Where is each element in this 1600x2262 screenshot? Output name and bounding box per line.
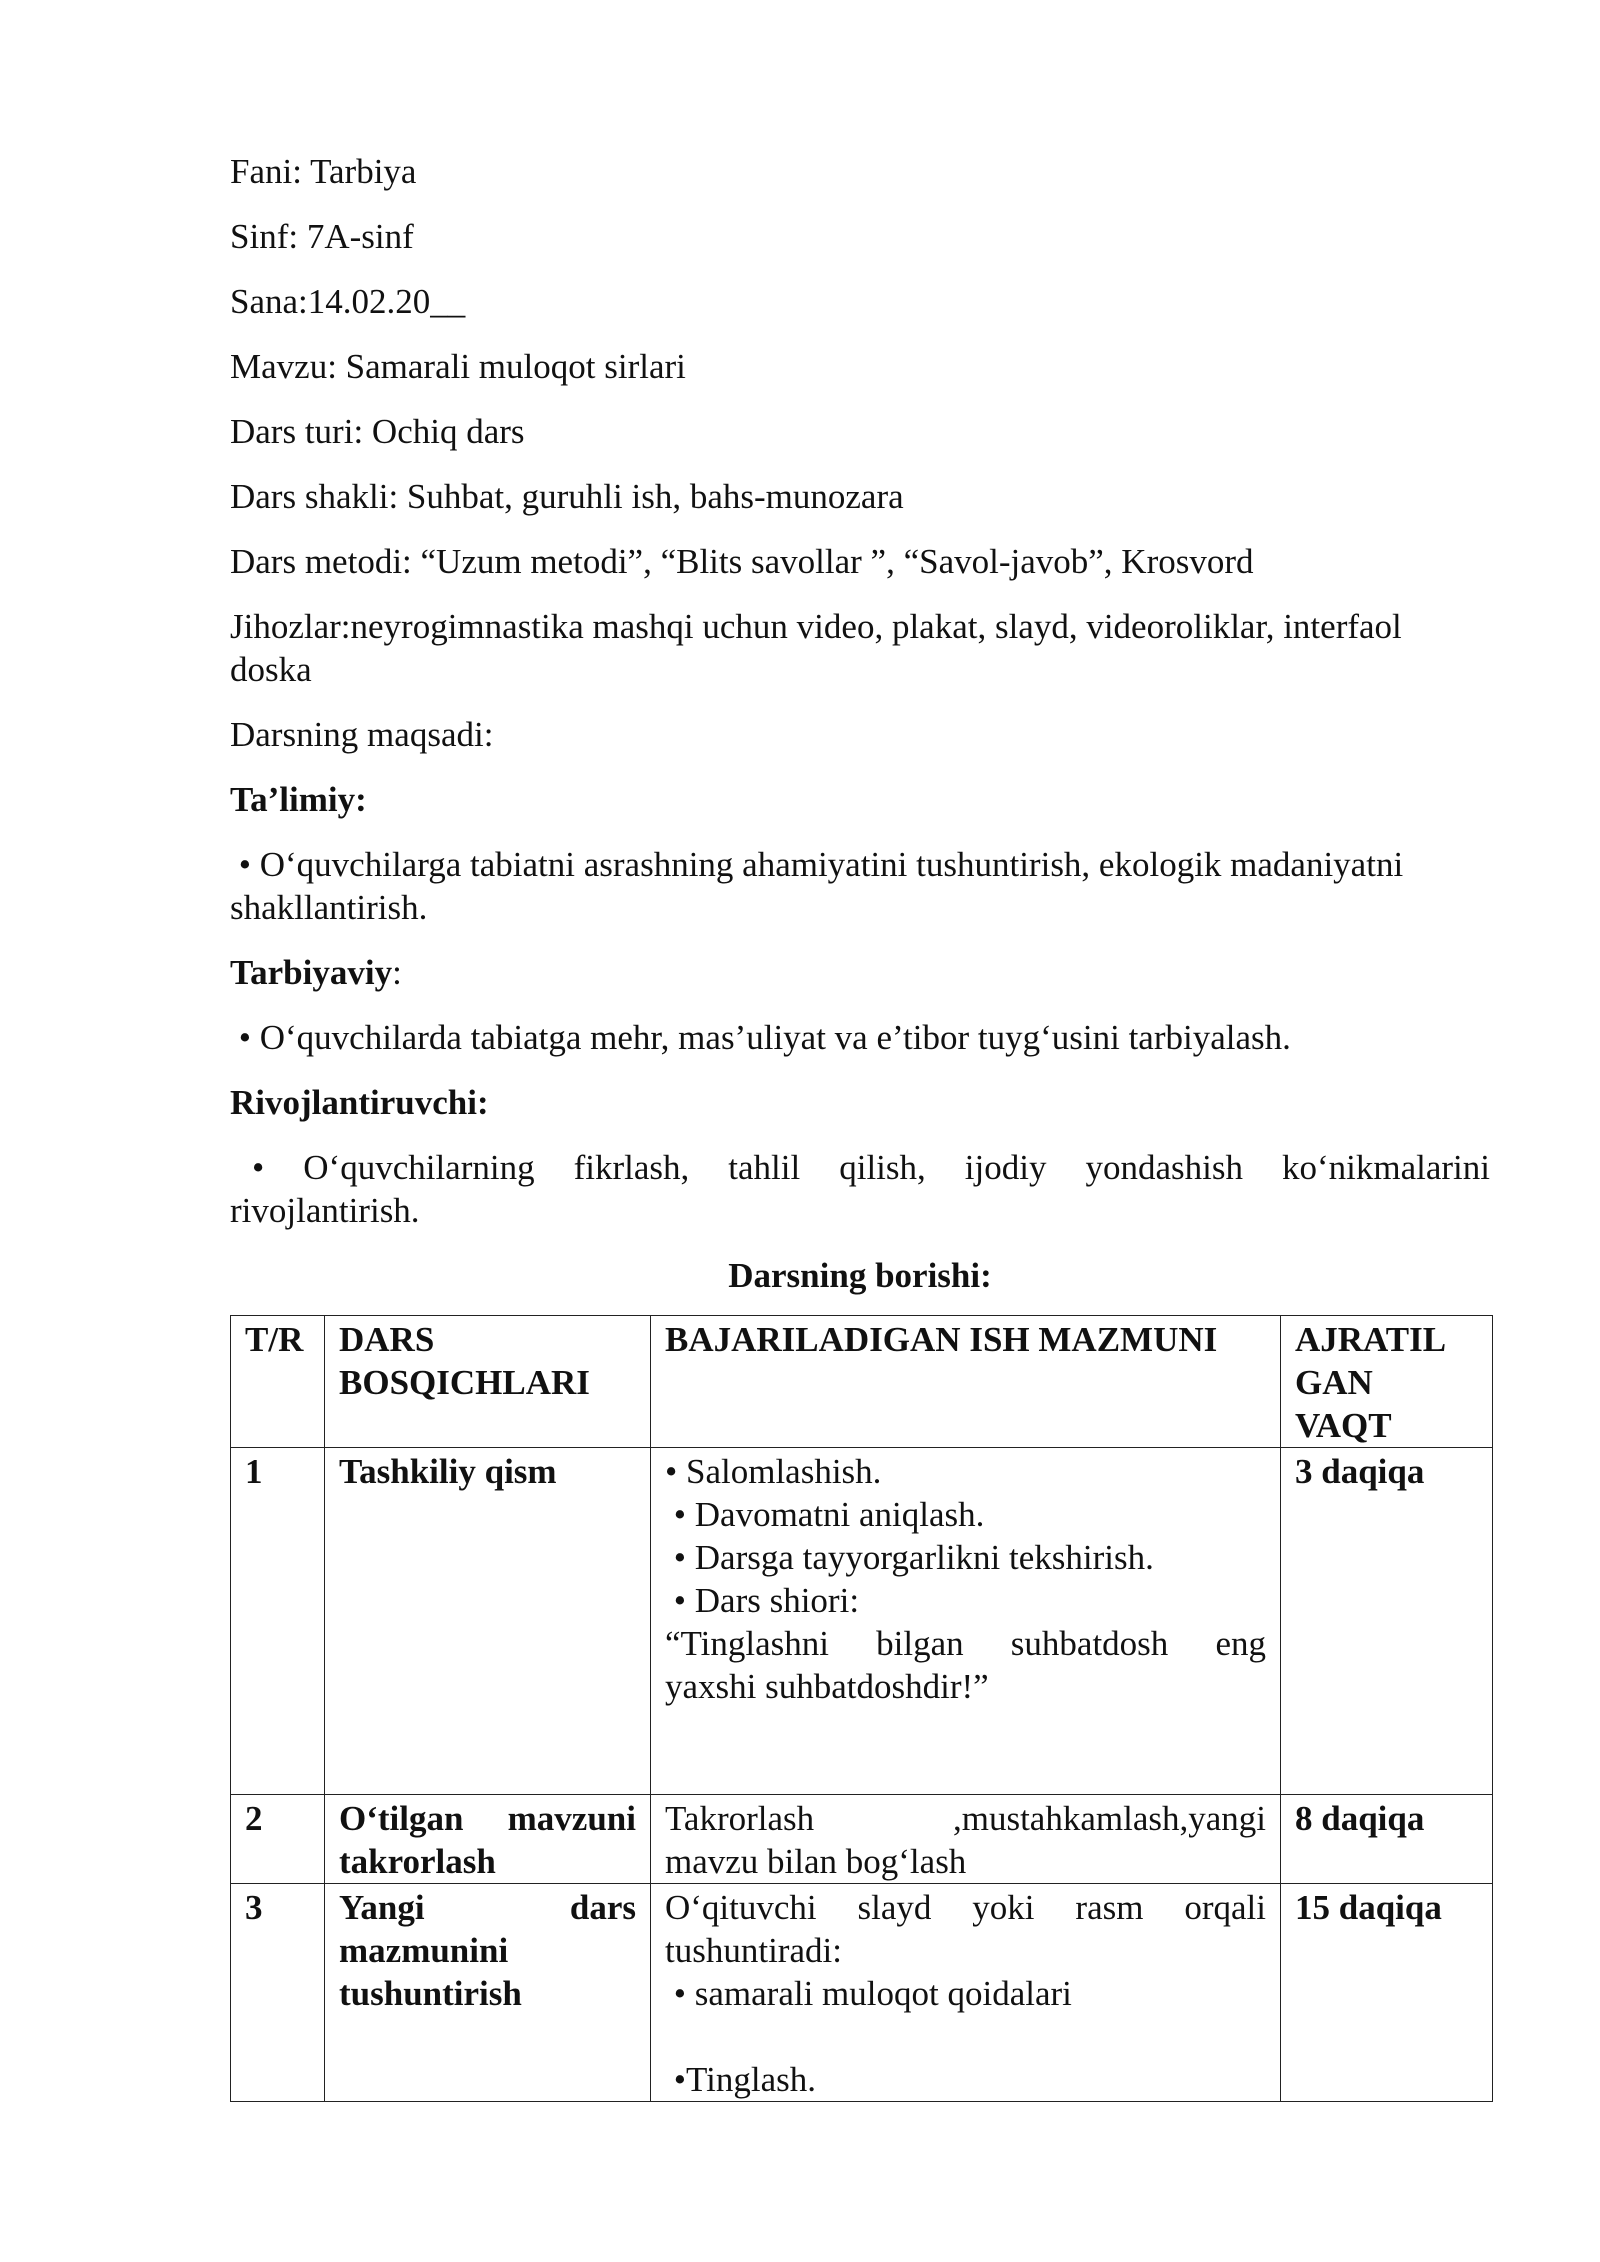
- row-3-stage-line-3: tushuntirish: [339, 1974, 522, 2013]
- row-1-content-line-3: • Darsga tayyorgarlikni tekshirish.: [665, 1538, 1154, 1577]
- document-page: [230, 150, 1490, 2102]
- table-row: [231, 1795, 1493, 1884]
- row-3-stage: [325, 1884, 651, 2102]
- developmental-goal-text: [230, 1146, 1490, 1232]
- row-2-stage: [325, 1795, 651, 1884]
- row-2-stage-line-1: O‘tilgan mavzuni: [339, 1799, 636, 1838]
- table-title: Darsning borishi:: [728, 1256, 992, 1295]
- row-3-stage-line-2: mazmunini: [339, 1931, 509, 1970]
- topic-line: Mavzu: Samarali muloqot sirlari: [230, 347, 686, 386]
- row-1-stage: Tashkiliy qism: [325, 1448, 651, 1795]
- header-stage: [325, 1316, 651, 1448]
- row-1-content-line-5: “Tinglashni bilgan suhbatdosh eng: [665, 1624, 1266, 1663]
- educational-goal-title: Ta’limiy:: [230, 780, 367, 819]
- row-2-num: 2: [231, 1795, 325, 1884]
- table-row: [231, 1448, 1493, 1795]
- educational-goal-line-1: • O‘quvchilarga tabiatni asrashning ahamiyatini tushuntirish, ekologik madaniyatni: [230, 845, 1404, 884]
- header-num: T/R: [231, 1316, 325, 1448]
- equipment-line: [230, 605, 1490, 691]
- upbringing-goal-title: [230, 951, 1490, 994]
- equipment-text-2: doska: [230, 650, 312, 689]
- row-1-content-line-4: • Dars shiori:: [665, 1581, 860, 1620]
- row-3-content: [651, 1884, 1281, 2102]
- row-3-content-line-2: tushuntiradi:: [665, 1931, 842, 1970]
- header-stage-line-1: DARS: [339, 1320, 435, 1359]
- row-3-content-gap: [665, 2015, 1266, 2058]
- row-2-content-line-2: mavzu bilan bog‘lash: [665, 1842, 967, 1881]
- row-3-stage-line-1: Yangi dars: [339, 1888, 636, 1927]
- developmental-goal-line-2: rivojlantirish.: [230, 1191, 420, 1230]
- row-2-stage-line-2: takrorlash: [339, 1842, 496, 1881]
- upbringing-goal-colon: :: [392, 953, 402, 992]
- educational-goal-line-2: shakllantirish.: [230, 888, 428, 927]
- row-1-content: [651, 1448, 1281, 1795]
- lesson-plan-table: [230, 1315, 1493, 2102]
- equipment-text-1: Jihozlar:neyrogimnastika mashqi uchun video, plakat, slayd, videoroliklar, interfaol: [230, 607, 1402, 646]
- class-line: Sinf: 7A-sinf: [230, 217, 414, 256]
- header-stage-line-2: BOSQICHLARI: [339, 1363, 590, 1402]
- row-1-time: 3 daqiqa: [1281, 1448, 1493, 1795]
- educational-goal-text: [230, 843, 1490, 929]
- header-time-line-3: VAQT: [1295, 1406, 1392, 1445]
- row-1-content-line-6: yaxshi suhbatdoshdir!”: [665, 1667, 989, 1706]
- table-header-row: [231, 1316, 1493, 1448]
- developmental-goal-title: Rivojlantiruvchi:: [230, 1083, 489, 1122]
- row-1-num: 1: [231, 1448, 325, 1795]
- row-3-content-line-4: •Tinglash.: [665, 2060, 817, 2099]
- subject-line: Fani: Tarbiya: [230, 152, 417, 191]
- developmental-goal-line-1: • O‘quvchilarning fikrlash, tahlil qilish, ijodiy yondashish ko‘nikmalarini: [252, 1148, 1490, 1187]
- header-time-line-2: GAN: [1295, 1363, 1373, 1402]
- upbringing-goal-text: • O‘quvchilarda tabiatga mehr, mas’uliyat va e’tibor tuyg‘usini tarbiyalash.: [230, 1018, 1291, 1057]
- lesson-method-line: Dars metodi: “Uzum metodi”, “Blits savollar ”, “Savol-javob”, Krosvord: [230, 542, 1254, 581]
- lesson-form-line: Dars shakli: Suhbat, guruhli ish, bahs-munozara: [230, 477, 904, 516]
- row-3-content-line-1: O‘qituvchi slayd yoki rasm orqali: [665, 1888, 1266, 1927]
- row-3-num: 3: [231, 1884, 325, 2102]
- date-line: Sana:14.02.20__: [230, 282, 466, 321]
- table-row: [231, 1884, 1493, 2102]
- upbringing-goal-title-text: Tarbiyaviy: [230, 953, 393, 992]
- row-1-content-line-2: • Davomatni aniqlash.: [665, 1495, 985, 1534]
- header-content: BAJARILADIGAN ISH MAZMUNI: [651, 1316, 1281, 1448]
- row-3-content-line-3: • samarali muloqot qoidalari: [665, 1974, 1072, 2013]
- header-time-line-1: AJRATIL: [1295, 1320, 1447, 1359]
- row-3-time: 15 daqiqa: [1281, 1884, 1493, 2102]
- lesson-type-line: Dars turi: Ochiq dars: [230, 412, 525, 451]
- row-2-time: 8 daqiqa: [1281, 1795, 1493, 1884]
- row-2-content-line-1: Takrorlash ,mustahkamlash,yangi: [665, 1799, 1266, 1838]
- header-time: [1281, 1316, 1493, 1448]
- goal-label: Darsning maqsadi:: [230, 715, 494, 754]
- row-2-content: [651, 1795, 1281, 1884]
- row-1-content-line-1: • Salomlashish.: [665, 1452, 882, 1491]
